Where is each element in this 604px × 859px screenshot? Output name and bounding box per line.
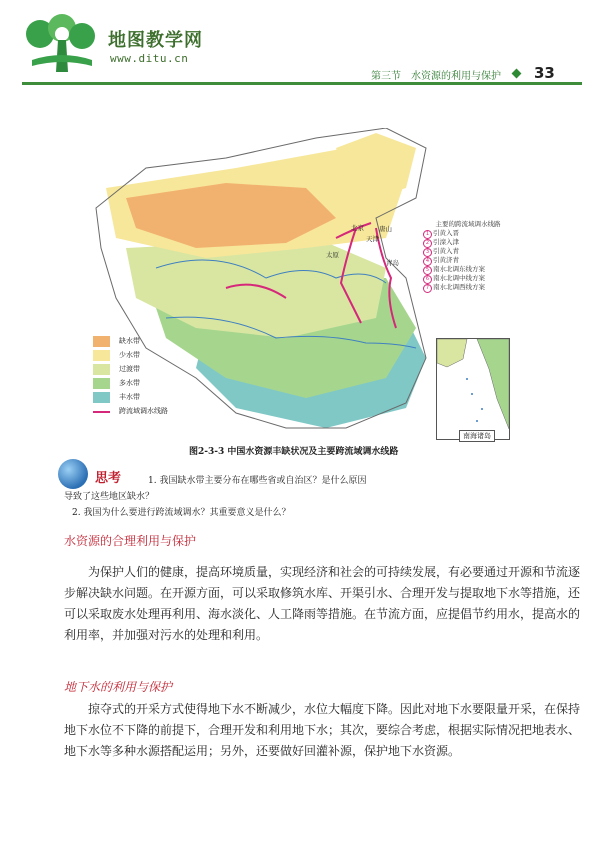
route-number: 3 <box>423 248 432 257</box>
legend-route-line <box>93 411 110 413</box>
route-item <box>423 256 513 265</box>
route-item <box>423 247 513 256</box>
route-label: 引黄济青 <box>433 256 459 264</box>
site-name: 地图教学网 <box>108 30 203 51</box>
route-label: 南水北调西线方案 <box>433 283 485 291</box>
label-beijing: 北京 <box>351 224 364 232</box>
route-item <box>423 265 513 274</box>
label-qingdao: 青岛 <box>386 259 399 267</box>
legend-swatch <box>93 364 110 375</box>
route-legend-title: 主要的跨流域调水线路 <box>435 220 501 228</box>
question-2: 2. 我国为什么要进行跨流域调水？其重要意义是什么？ <box>72 508 291 518</box>
subsection-paragraph: 掠夺式的开采方式使得地下水不断减少，水位大幅度下降。因此对地下水要限量开采，在保持地下水位不下降的前提下，合理开发和利用地下水；其次，要综合考虑，根据实际情况把地表水、地下水等多种水源搭配运用；另外，还要做好回灌补源，保护地下水资源。 <box>64 702 581 758</box>
route-item <box>423 283 513 292</box>
inset-label: 南海诸岛 <box>459 430 495 442</box>
route-label: 引黄入晋 <box>433 229 459 237</box>
route-label: 南水北调中线方案 <box>433 274 485 282</box>
route-number: 5 <box>423 266 432 275</box>
legend-swatch <box>93 378 110 389</box>
legend-label: 多水带 <box>119 379 140 387</box>
route-label: 引黄入青 <box>433 247 459 255</box>
header-rule <box>22 82 582 85</box>
route-number: 6 <box>423 275 432 284</box>
legend-swatch <box>93 392 110 403</box>
route-label: 引滦入津 <box>433 238 459 246</box>
legend-label: 过渡带 <box>119 365 140 373</box>
route-item <box>423 238 513 247</box>
label-tangshan: 唐山 <box>379 225 392 233</box>
south-china-sea-inset <box>436 338 510 440</box>
subsection-heading: 地下水的利用与保护 <box>64 680 173 694</box>
route-number: 7 <box>423 284 432 293</box>
section-heading: 水资源的合理利用与保护 <box>64 534 197 548</box>
figure-caption: 图2-3-3 中国水资源丰缺状况及主要跨流域调水线路 <box>189 447 399 457</box>
legend-label: 跨流域调水线路 <box>119 407 168 415</box>
question-1: 1. 我国缺水带主要分布在哪些省或自治区？是什么原因 <box>148 476 367 486</box>
globe-icon <box>58 459 88 489</box>
section-title: 第三节 水资源的利用与保护 <box>371 71 501 82</box>
site-url: www.ditu.cn <box>110 52 189 65</box>
question-1-continued: 导致了这些地区缺水？ <box>64 492 155 502</box>
route-label: 南水北调东线方案 <box>433 265 485 273</box>
section-paragraph: 为保护人们的健康，提高环境质量，实现经济和社会的可持续发展，有必要通过开源和节流逐步解决缺水问题。在开源方面，可以采取修筑水库、开渠引水、合理开发与提取地下水等措施，还可以采取废水处理再利用、海水淡化、人工降雨等措施。在节流方面，应提倡节约用水，提高水的利用率，并加强对污水的处理和利用。 <box>64 565 581 642</box>
route-item <box>423 229 513 238</box>
route-item <box>423 274 513 283</box>
legend-label: 丰水带 <box>119 393 140 401</box>
legend-swatch <box>93 336 110 347</box>
route-legend <box>423 220 513 292</box>
route-number: 1 <box>423 230 432 239</box>
label-taiyuan: 太原 <box>326 251 339 259</box>
legend-label: 缺水带 <box>119 337 140 345</box>
diamond-icon <box>512 69 522 79</box>
legend-swatch <box>93 350 110 361</box>
route-number: 4 <box>423 257 432 266</box>
label-tianjin: 天津 <box>366 235 379 243</box>
route-number: 2 <box>423 239 432 248</box>
legend-label: 少水带 <box>119 351 140 359</box>
page-number: 33 <box>534 64 555 82</box>
logo-icon <box>22 14 100 76</box>
think-label: 思考 <box>95 471 122 486</box>
